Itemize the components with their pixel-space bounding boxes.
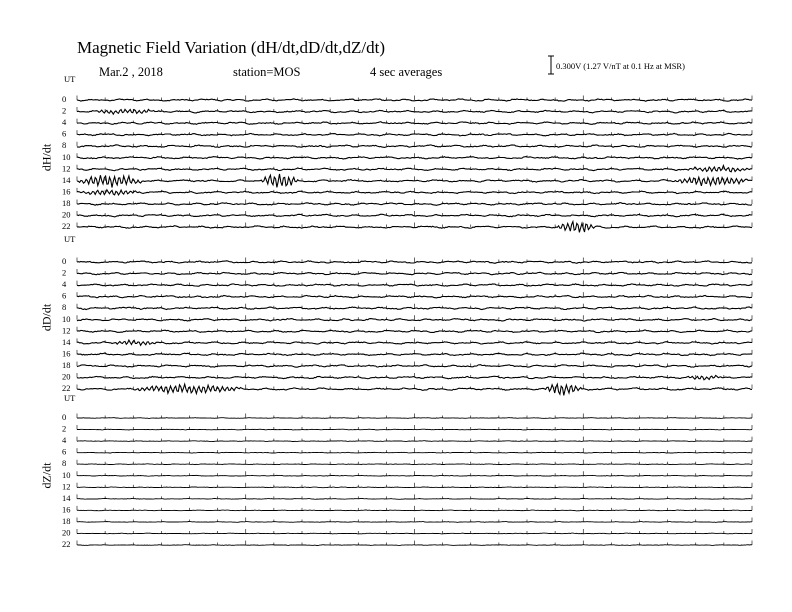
hour-ticks xyxy=(77,460,752,465)
trace-line xyxy=(77,429,752,430)
hour-label: 2 xyxy=(62,267,67,278)
trace-line xyxy=(77,418,752,419)
hour-label: 16 xyxy=(62,504,71,515)
scale-label: 0.300V (1.27 V/nT at 0.1 Hz at MSR) xyxy=(556,61,685,71)
hour-label: 22 xyxy=(62,221,71,232)
hour-label: 10 xyxy=(62,469,71,480)
ut-label-dh: UT xyxy=(64,74,76,84)
hour-label: 18 xyxy=(62,515,71,526)
hour-label: 22 xyxy=(62,539,71,550)
date-label: Mar.2 , 2018 xyxy=(99,65,163,79)
trace-line xyxy=(77,452,752,453)
station-label: station=MOS xyxy=(233,65,301,79)
hour-ticks xyxy=(77,338,752,343)
hour-label: 8 xyxy=(62,140,67,151)
hour-label: 12 xyxy=(62,325,71,336)
hour-label: 18 xyxy=(62,197,71,208)
panel-1 xyxy=(62,256,752,395)
ut-label-dd: UT xyxy=(64,234,76,244)
hour-ticks xyxy=(77,529,752,534)
hour-label: 4 xyxy=(62,117,67,128)
trace-line xyxy=(77,441,752,442)
hour-ticks xyxy=(77,425,752,430)
hour-label: 6 xyxy=(62,290,67,301)
trace-line xyxy=(77,522,752,523)
trace-line xyxy=(77,174,752,188)
hour-ticks xyxy=(77,494,752,499)
hour-ticks xyxy=(77,506,752,511)
hour-label: 6 xyxy=(62,128,67,139)
trace-line xyxy=(77,487,752,488)
hour-label: 4 xyxy=(62,435,67,446)
hour-label: 14 xyxy=(62,336,71,347)
hour-label: 20 xyxy=(62,371,71,382)
panel-0 xyxy=(62,94,752,232)
hour-label: 0 xyxy=(62,256,67,266)
hour-ticks xyxy=(77,448,752,453)
hour-label: 6 xyxy=(62,446,67,457)
panel-label-dz: dZ/dt xyxy=(39,462,54,489)
hour-label: 8 xyxy=(62,302,67,313)
hour-label: 12 xyxy=(62,163,71,174)
hour-label: 12 xyxy=(62,481,71,492)
hour-ticks xyxy=(77,119,752,124)
hour-label: 0 xyxy=(62,412,67,422)
hour-label: 16 xyxy=(62,348,71,359)
hour-ticks xyxy=(77,437,752,442)
hour-label: 18 xyxy=(62,359,71,370)
hour-label: 20 xyxy=(62,527,71,538)
hour-label: 10 xyxy=(62,313,71,324)
hour-ticks xyxy=(77,483,752,488)
hour-label: 14 xyxy=(62,174,71,185)
ut-label-dz: UT xyxy=(64,393,76,403)
chart-title: Magnetic Field Variation (dH/dt,dD/dt,dZ/dt) xyxy=(77,38,386,57)
hour-label: 10 xyxy=(62,151,71,162)
hour-label: 14 xyxy=(62,492,71,503)
panel-2 xyxy=(62,412,752,549)
hour-label: 4 xyxy=(62,279,67,290)
hour-label: 2 xyxy=(62,105,67,116)
hour-label: 20 xyxy=(62,209,71,220)
panel-label-dh: dH/dt xyxy=(39,143,54,172)
hour-label: 2 xyxy=(62,423,67,434)
hour-ticks xyxy=(77,153,752,158)
trace-line xyxy=(77,365,752,368)
hour-label: 8 xyxy=(62,458,67,469)
panel-label-dd: dD/dt xyxy=(39,303,54,332)
trace-line xyxy=(77,545,752,546)
hour-label: 0 xyxy=(62,94,67,104)
trace-line xyxy=(77,330,752,333)
trace-line xyxy=(77,475,752,476)
hour-label: 16 xyxy=(62,186,71,197)
hour-ticks xyxy=(77,517,752,522)
averaging-label: 4 sec averages xyxy=(370,65,443,79)
hour-label: 22 xyxy=(62,383,71,394)
